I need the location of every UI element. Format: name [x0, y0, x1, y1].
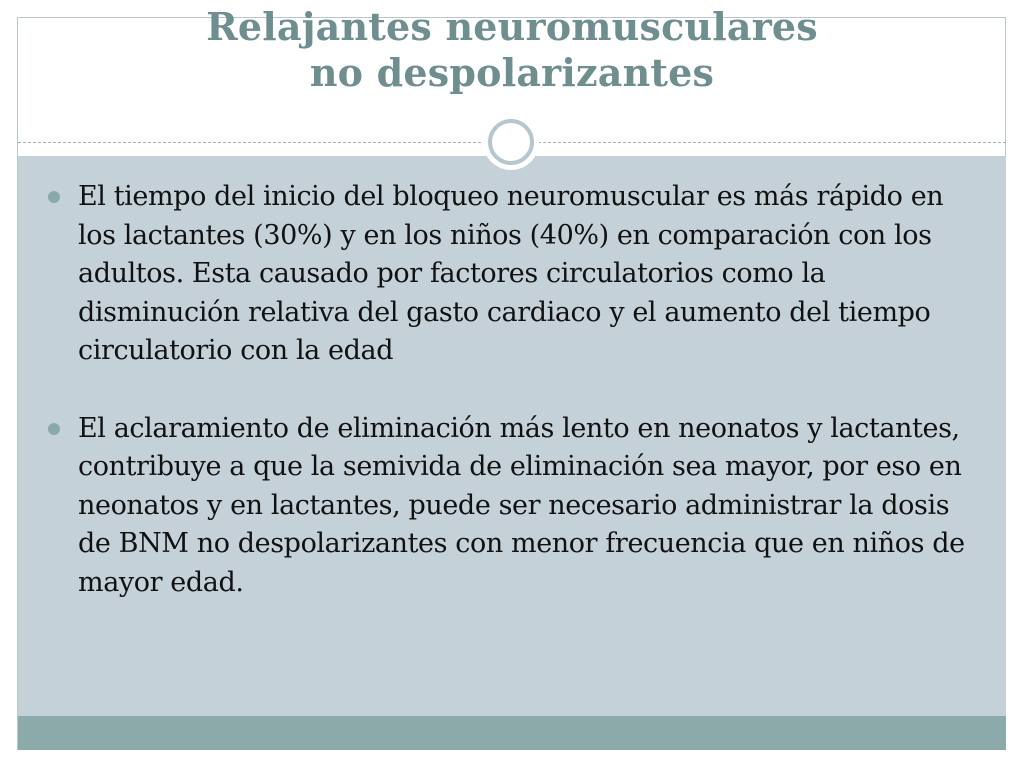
bullet-dot-icon	[48, 423, 60, 435]
bullet-text: El tiempo del inicio del bloqueo neuromuscular es más rápido en los lactantes (30%) y en los niños (40%) en comparación con los adultos. Esta causado por factores circulatorios como la disminución relativa del gasto cardiaco y el aumento del tiempo circulatorio con la edad	[78, 181, 944, 366]
circle-ornament-icon	[483, 114, 539, 170]
title-line-2: no despolarizantes	[309, 50, 715, 95]
title-line-1: Relajantes neuromusculares	[206, 4, 818, 49]
bullet-dot-icon	[48, 191, 60, 203]
content-panel	[18, 156, 1006, 716]
bullet-item	[48, 410, 988, 603]
slide-title	[18, 0, 1006, 96]
footer-bar	[18, 716, 1006, 750]
bullet-text: El aclaramiento de eliminación más lento en neonatos y lactantes, contribuye a que la semivida de eliminación sea mayor, por eso en neonatos y en lactantes, puede ser necesario administrar la dosis de BNM no despolarizantes con menor frecuencia que en niños de mayor edad.	[78, 412, 965, 598]
circle-ornament-ring	[488, 119, 534, 165]
bullet-item	[48, 178, 988, 371]
bullet-list	[48, 178, 988, 602]
